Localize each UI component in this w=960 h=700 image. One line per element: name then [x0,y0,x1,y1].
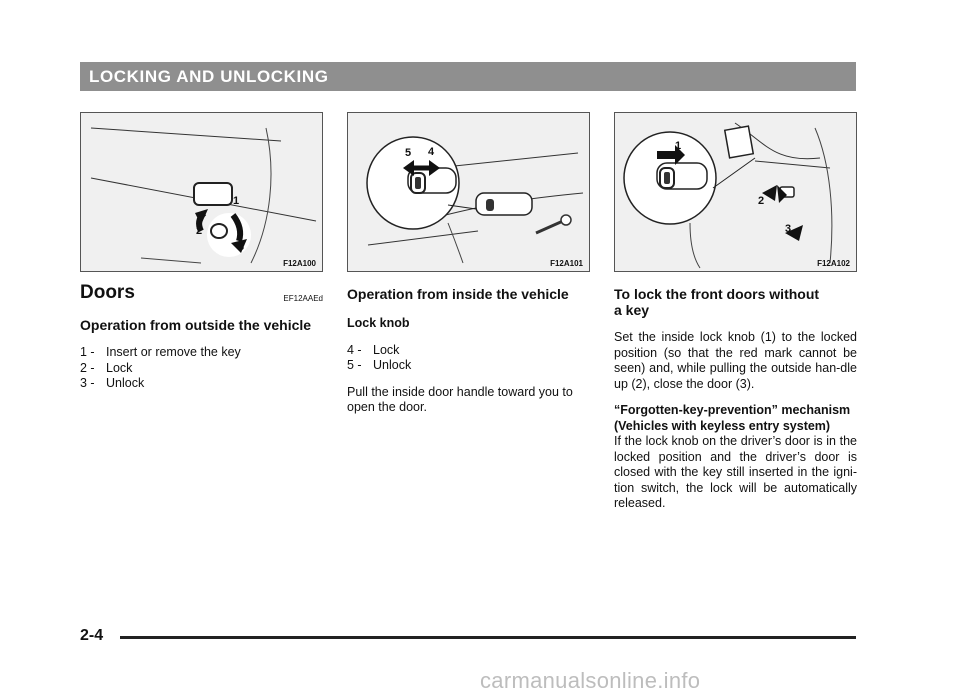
list-item: 3 - Unlock [80,376,145,390]
figure-label: F12A102 [817,259,850,268]
outside-operation-heading: Operation from outside the vehicle [80,317,312,333]
callout-3: 3 [238,241,245,253]
callout-1: 1 [675,140,682,152]
lock-without-key-illustration [615,113,858,273]
figure-door-inside [347,112,590,272]
lock-without-key-paragraph: Set the inside lock knob (1) to the locked position (so that the red mark cannot be seen) and, while pulling the outside han-dle up (2), close the door (3). [614,330,857,391]
forgotten-key-paragraph: If the lock knob on the driver’s door is in the locked position and the driver’s door is closed with the key still inserted in the igni-tion switch, the lock will be automatically released. [614,434,857,510]
callout-2: 2 [758,195,765,207]
page-number: 2-4 [80,627,104,644]
section-title: LOCKING AND UNLOCKING [89,67,329,86]
lock-knob-list [347,343,590,374]
callout-1: 1 [233,195,240,207]
doc-code: EF12AAEd [283,294,323,303]
lock-without-key-heading: To lock the front doors without a key [614,286,820,318]
figure-lock-without-key [614,112,857,272]
callout-2: 2 [196,225,203,237]
callout-4: 4 [428,146,435,158]
figure-label: F12A100 [283,259,316,268]
footer-divider [120,636,856,639]
section-header [80,62,856,91]
watermark: carmanualsonline.info [480,668,701,693]
door-outside-illustration [81,113,324,273]
open-door-paragraph: Pull the inside door handle toward you to open the door. [347,384,573,414]
list-item: 1 - Insert or remove the key [80,345,241,359]
column-inside-operation [347,285,590,416]
lock-knob-heading: Lock knob [347,316,410,330]
figure-label: F12A101 [550,259,583,268]
callout-5: 5 [405,147,412,159]
callout-3: 3 [785,223,792,235]
outside-operation-list [80,345,323,392]
figure-door-outside [80,112,323,272]
list-item: 5 - Unlock [347,358,412,372]
door-inside-illustration [348,113,591,273]
forgotten-key-heading: “Forgotten-key-prevention” mechanism (Vehicles with keyless entry system) [614,403,851,433]
column-doors [80,282,323,392]
list-item: 4 - Lock [347,342,400,357]
inside-operation-heading: Operation from inside the vehicle [347,286,569,302]
column-lock-without-key [614,285,857,512]
doors-heading: Doors [80,282,135,303]
list-item: 2 - Lock [80,360,133,375]
